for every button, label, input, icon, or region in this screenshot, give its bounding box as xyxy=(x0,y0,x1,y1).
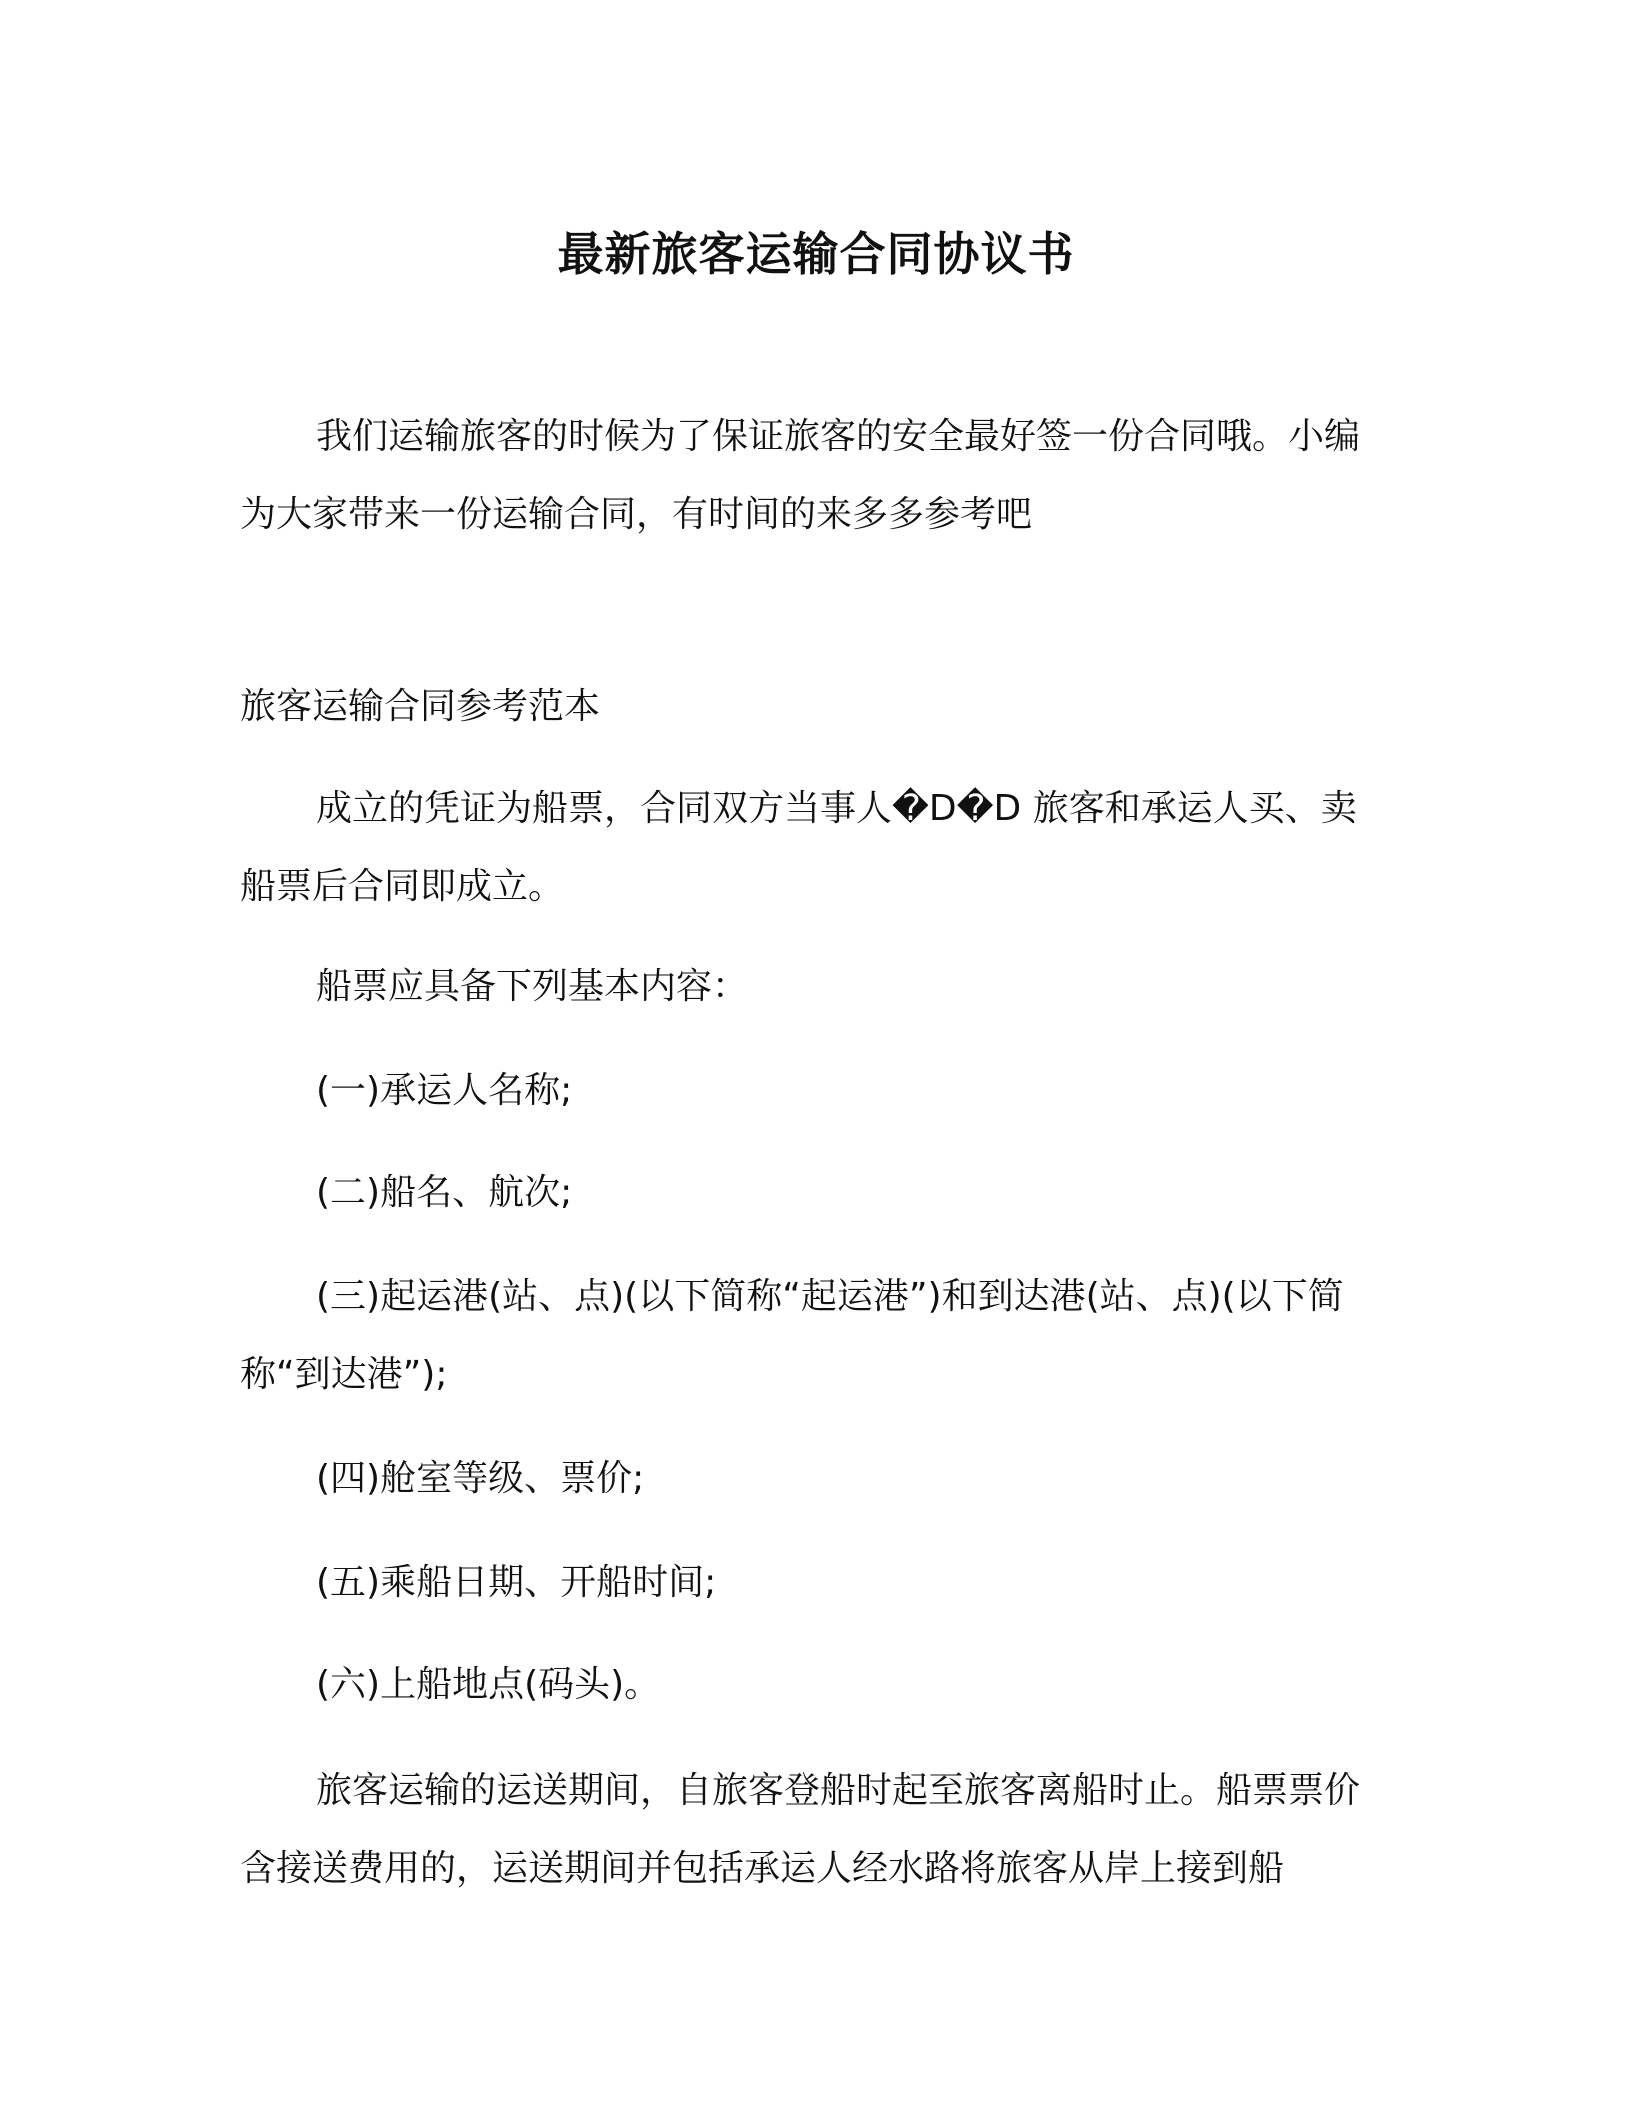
list-item-5: (五)乘船日期、开船时间; xyxy=(316,1562,717,1603)
list-item-3: (三)起运港(站、点)(以下简称“起运港”)和到达港(站、点)(以下简称“到达港”); xyxy=(240,1276,1344,1395)
intro-paragraph: 我们运输旅客的时候为了保证旅客的安全最好签一份合同哦。小编为大家带来一份运输合同，有时间的来多多参考吧 xyxy=(240,416,1361,535)
paragraph-2: 船票应具备下列基本内容： xyxy=(316,966,749,1007)
document-title: 最新旅客运输合同协议书 xyxy=(557,227,1075,281)
paragraph-3: 旅客运输的运送期间，自旅客登船时起至旅客离船时止。船票票价含接送费用的，运送期间并包括承运人经水路将旅客从岸上接到船 xyxy=(240,1770,1361,1889)
section-heading: 旅客运输合同参考范本 xyxy=(240,686,601,727)
paragraph-1: 成立的凭证为船票，合同双方当事人�D�D 旅客和承运人买、卖船票后合同即成立。 xyxy=(240,788,1357,907)
list-item-2: (二)船名、航次; xyxy=(316,1172,573,1213)
list-item-6: (六)上船地点(码头)。 xyxy=(316,1664,661,1705)
list-item-1: (一)承运人名称; xyxy=(316,1070,573,1111)
list-item-4: (四)舱室等级、票价; xyxy=(316,1458,645,1499)
